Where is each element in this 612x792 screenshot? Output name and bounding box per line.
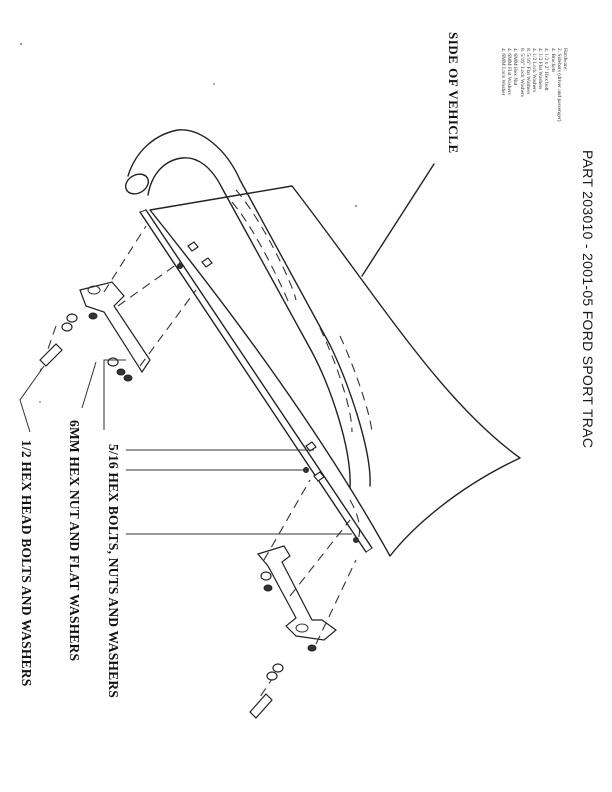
list-item: 4. Brackets	[549, 48, 556, 73]
lower-bracket	[250, 442, 356, 718]
callout-5-16-hex-bolts: 5/16 HEX BOLTS, NUTS AND WASHERS	[106, 444, 121, 698]
leader-6mm	[82, 362, 96, 408]
list-item: 4. 6MM Lock Washer	[499, 48, 506, 96]
leader-lines	[20, 164, 434, 534]
side-bar-tube	[122, 130, 372, 540]
callout-1-2-hex-head-bolts: 1/2 HEX HEAD BOLTS AND WASHERS	[19, 440, 34, 687]
list-item: 4. 6MM Flat Washers	[506, 48, 513, 95]
list-item: 4. 1/2 x 2" Hex bolt	[543, 48, 550, 91]
list-item: 4. 6MM Hex Nut	[512, 48, 519, 86]
upper-bracket	[40, 226, 212, 381]
callout-6mm-hex-nut: 6MM HEX NUT AND FLAT WASHERS	[67, 420, 82, 662]
list-item: 4. 1/2 Lock Washers	[530, 48, 537, 93]
leader-1-2	[20, 366, 44, 432]
list-item: 8. 5/16" Lock Washers	[518, 48, 525, 97]
hardware-list	[500, 48, 568, 122]
vehicle-body-panel	[150, 186, 520, 556]
document-title: PART 203010 - 2001-05 FORD SPORT TRAC	[580, 150, 596, 449]
mounting-rail	[140, 210, 372, 552]
side-of-vehicle-label: SIDE OF VEHICLE	[446, 32, 461, 154]
side-of-vehicle-leader	[362, 164, 434, 276]
list-item: 8. 5/16" Flat Washers	[524, 48, 531, 95]
list-item: Hardware:	[562, 48, 568, 71]
scan-specks	[20, 43, 357, 403]
list-item: 4. 1/2 Flat Washers	[537, 48, 544, 90]
list-item: 2. Sidebars (driver and passenger)	[555, 48, 562, 122]
